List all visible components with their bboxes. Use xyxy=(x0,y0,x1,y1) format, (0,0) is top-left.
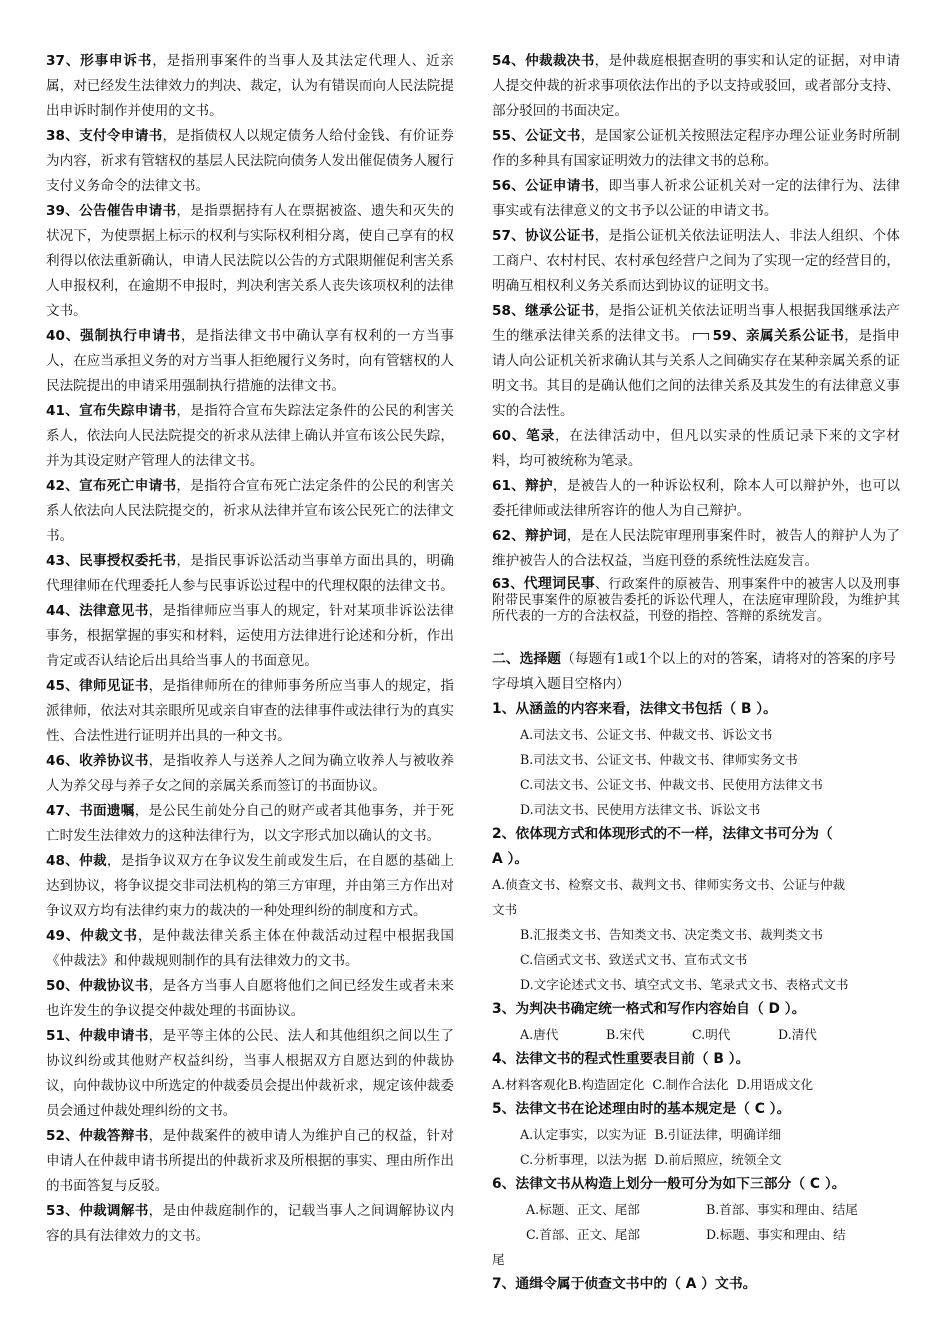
question-2: 2、依体现方式和体现形式的不一样，法律文书可分为（ xyxy=(492,826,833,842)
q5-options-cd xyxy=(492,1147,900,1172)
definition-38: 38、支付令申请书，是指债权人以规定债务人给付金钱、有价证券为内容，祈求有管辖权的基层人民法院向债务人发出催促债务人履行支付义务命令的法律文书。 xyxy=(46,128,455,194)
definition-51: 51、仲裁申请书，是平等主体的公民、法人和其他组织之间以生了协议纠纷或其他财产权益纠纷，当事人根据双方自愿达到的仲裁协议，向仲裁协议中所选定的仲裁委员会提出仲裁祈求，规定该仲裁委员会通过仲裁处理纠纷的文书。 xyxy=(46,1028,455,1119)
q1-option-b: B.司法文书、公证文书、仲裁文书、律师实务文书 xyxy=(520,752,798,767)
right-column xyxy=(492,49,900,1297)
definition-58-59: 58、继承公证书，是指公证机关依法证明当事人根据我国继承法产生的继承法律关系的法律文书。 59、亲属关系公证书，是指申请人向公证机关祈求确认其与关系人之间确实存在某种亲属关系的证明文书。其目的是确认他们之间的法律关系及其发生的有法律意义事实的合法性。 xyxy=(492,303,901,419)
definition-56: 56、公证申请书，即当事人祈求公证机关对一定的法律行为、法律事实或有法律意义的文书予以公证的申请文书。 xyxy=(492,178,901,219)
q5-options-ab xyxy=(492,1122,900,1147)
definition-61: 61、辩护，是被告人的一种诉讼权利，除本人可以辩护外，也可以委托律师或法律所容许的他人为自己辩护。 xyxy=(492,478,901,519)
definition-52: 52、仲裁答辩书，是仲裁案件的被申请人为维护自己的权益，针对申请人在仲裁申请书所提出的仲裁祈求及所根据的事实、理由所作出的书面答复与反驳。 xyxy=(46,1128,455,1194)
q3-option-a: A.唐代 xyxy=(520,1027,559,1042)
q5-option-d: D.前后照应，统领全文 xyxy=(654,1152,782,1167)
q4-option-c: C.制作合法化 xyxy=(652,1077,729,1092)
question-3: 3、为判决书确定统一格式和写作内容始自（ D ）。 xyxy=(492,1001,806,1017)
definition-63: 63、代理词民事、行政案件的原被告、刑事案件中的被害人以及刑事附带民事案件的原被告委托的诉讼代理人，在法庭审理阶段，为维护其所代表的一方的合法权益，刊登的指控、答辩的系统发言。 xyxy=(492,576,901,624)
definition-45: 45、律师见证书，是指律师所在的律师事务所应当事人的规定，指派律师，依法对其亲眼所见或亲自审查的法律事件或法律行为的真实性、合法性进行证明并出具的一种文书。 xyxy=(46,678,455,744)
definition-43: 43、民事授权委托书，是指民事诉讼活动当事单方面出具的，明确代理律师在代理委托人参与民事诉讼过程中的代理权限的法律文书。 xyxy=(46,553,455,594)
q6-option-c: C.首部、正文、尾部 xyxy=(526,1227,640,1242)
q6-option-d: D.标题、事实和理由、结 xyxy=(706,1227,846,1242)
q4-option-d: D.用语成文化 xyxy=(736,1077,814,1092)
question-4: 4、法律文书的程式性重要表目前（ B ）。 xyxy=(492,1051,750,1067)
q3-option-d: D.清代 xyxy=(778,1027,817,1042)
definition-53: 53、仲裁调解书，是由仲裁庭制作的，记载当事人之间调解协议内容的具有法律效力的文书。 xyxy=(46,1203,455,1244)
q5-option-b: B.引证法律，明确详细 xyxy=(654,1127,782,1142)
definition-60: 60、笔录，在法律活动中，但凡以实录的性质记录下来的文字材料，均可被统称为笔录。 xyxy=(492,428,901,469)
q5-option-a: A.认定事实，以实为证 xyxy=(520,1127,647,1142)
question-7: 7、通缉令属于侦查文书中的（ A ）文书。 xyxy=(492,1276,757,1292)
edit-mark-icon xyxy=(693,333,709,340)
definition-55: 55、公证文书，是国家公证机关按照法定程序办理公证业务时所制作的多种具有国家证明效力的法律文书的总称。 xyxy=(492,128,901,169)
q1-option-c: C.司法文书、公证文书、仲裁文书、民使用方法律文书 xyxy=(520,777,823,792)
q6-option-a: A.标题、正文、尾部 xyxy=(526,1202,640,1217)
question-2-answer: A ）。 xyxy=(492,851,529,867)
spacer xyxy=(492,625,900,647)
definition-49: 49、仲裁文书，是仲裁法律关系主体在仲裁活动过程中根据我国《仲裁法》和仲裁规则制作的具有法律效力的文书。 xyxy=(46,928,455,969)
definition-40: 40、强制执行申请书，是指法律文书中确认享有权利的一方当事人，在应当承担义务的对方当事人拒绝履行义务时，向有管辖权的人民法院提出的申请采用强制执行措施的法律文书。 xyxy=(46,328,455,394)
q2-option-d: D.文字论述式文书、填空式文书、笔录式文书、表格式文书 xyxy=(520,977,849,992)
section-heading: 二、选择题（每题有1或1个以上的对的答案，请将对的答案的序号字母填入题目空格内） xyxy=(492,651,896,692)
q2-option-b: B.汇报类文书、告知类文书、决定类文书、裁判类文书 xyxy=(520,927,823,942)
definition-57: 57、协议公证书，是指公证机关依法证明法人、非法人组织、个体工商户、农村村民、农村承包经营户之间为了实现一定的经营目的，明确互相权利义务关系而达到协议的证明文书。 xyxy=(492,228,901,294)
definition-42: 42、宣布死亡申请书，是指符合宣布死亡法定条件的公民的利害关系人依法向人民法院提交的，祈求从法律并宣布该公民死亡的法律文书。 xyxy=(46,478,455,544)
definition-44: 44、法律意见书，是指律师应当事人的规定，针对某项非诉讼法律事务，根据掌握的事实和材料，运使用方法律进行论述和分析，作出肯定或否认结论后出具给当事人的书面意见。 xyxy=(46,603,455,669)
definition-37: 37、形事申诉书，是指刑事案件的当事人及其法定代理人、近亲属，对已经发生法律效力的判决、裁定，认为有错误而向人民法院提出申诉时制作并使用的文书。 xyxy=(46,53,455,119)
q3-option-b: B.宋代 xyxy=(606,1027,645,1042)
q2-option-c: C.信函式文书、致送式文书、宣布式文书 xyxy=(520,952,748,967)
definition-50: 50、仲裁协议书，是各方当事人自愿将他们之间已经发生或者未来也许发生的争议提交仲裁处理的书面协议。 xyxy=(46,978,455,1019)
question-1: 1、从涵盖的内容来看，法律文书包括（ B ）。 xyxy=(492,701,777,717)
q2-option-a-cont: 文书 xyxy=(492,902,518,917)
q6-options-ab xyxy=(492,1197,900,1222)
definition-41: 41、宣布失踪申请书，是指符合宣布失踪法定条件的公民的利害关系人，依法向人民法院提交的祈求从法律上确认并宣布该公民失踪，并为其设定财产管理人的法律文书。 xyxy=(46,403,455,469)
q4-option-b: B.构造固定化 xyxy=(568,1077,645,1092)
definition-48: 48、仲裁，是指争议双方在争议发生前或发生后，在自愿的基础上达到协议，将争议提交非司法机构的第三方审理，并由第三方作出对争议双方均有法律约束力的裁决的一种处理纠纷的制度和方式。 xyxy=(46,853,455,919)
q2-option-a: A.侦查文书、检察文书、裁判文书、律师实务文书、公证与仲裁 xyxy=(492,877,846,892)
q4-options xyxy=(492,1072,900,1097)
definition-47: 47、书面遗嘱，是公民生前处分自己的财产或者其他事务，并于死亡时发生法律效力的这种法律行为，以文字形式加以确认的文书。 xyxy=(46,803,455,844)
q1-option-a: A.司法文书、公证文书、仲裁文书、诉讼文书 xyxy=(520,727,773,742)
q6-option-d-cont: 尾 xyxy=(492,1252,505,1267)
question-6: 6、法律文书从构造上划分一般可分为如下三部分（ C ）。 xyxy=(492,1176,846,1192)
q3-option-c: C.明代 xyxy=(692,1027,731,1042)
left-column xyxy=(46,49,454,1249)
q3-options xyxy=(492,1022,900,1047)
question-5: 5、法律文书在论述理由时的基本规定是（ C ）。 xyxy=(492,1101,791,1117)
q1-option-d: D.司法文书、民使用方法律文书、诉讼文书 xyxy=(520,802,761,817)
q4-option-a: A.材料客观化 xyxy=(492,1077,569,1092)
definition-54: 54、仲裁裁决书，是仲裁庭根据查明的事实和认定的证据，对申请人提交仲裁的祈求事项依法作出的予以支持或驳回，或者部分支持、部分驳回的书面决定。 xyxy=(492,53,901,119)
definition-46: 46、收养协议书，是指收养人与送养人之间为确立收养人与被收养人为养父母与养子女之间的亲属关系而签订的书面协议。 xyxy=(46,753,455,794)
q6-option-b: B.首部、事实和理由、结尾 xyxy=(706,1202,858,1217)
definition-62: 62、辩护词，是在人民法院审理刑事案件时，被告人的辩护人为了维护被告人的合法权益，当庭刊登的系统性法庭发言。 xyxy=(492,528,901,569)
q5-option-c: C.分析事理，以法为据 xyxy=(520,1152,647,1167)
definition-39: 39、公告催告申请书，是指票据持有人在票据被盗、遗失和灭失的状况下，为使票据上标示的权利与实际权利相分离，使自己享有的权利得以依法重新确认，申请人民法院以公告的方式限期催促利害关系人申报权利，在逾期不申报时，判决利害关系人丧失该项权利的法律文书。 xyxy=(46,203,455,319)
q6-options-cd xyxy=(492,1222,900,1247)
